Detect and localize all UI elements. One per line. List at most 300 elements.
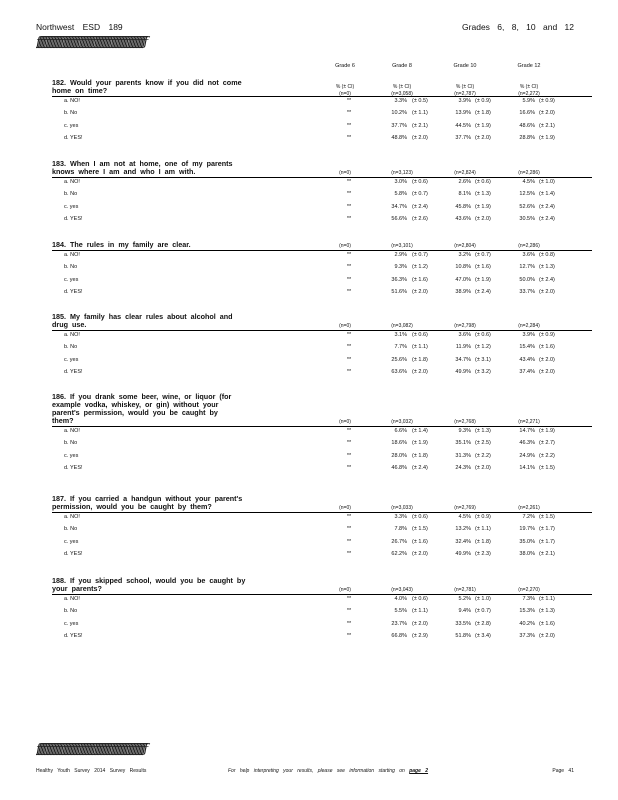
percent-value: 6.6% xyxy=(394,428,407,434)
percent-value: 43.4% xyxy=(519,356,535,363)
percent-value: 5.9% xyxy=(522,98,535,104)
answer-row xyxy=(0,369,618,378)
percent-value: 3.6% xyxy=(458,332,471,338)
confidence-interval: (± 1.9) xyxy=(475,276,491,283)
answer-row xyxy=(0,539,618,548)
percent-value: 50.0% xyxy=(519,276,535,283)
column-header-grade: Grade 6 xyxy=(335,63,355,69)
confidence-interval: (± 1.2) xyxy=(475,344,491,351)
grade6-suppressed: ** xyxy=(346,179,352,185)
answer-row xyxy=(0,357,618,366)
percent-value: 30.5% xyxy=(519,215,535,222)
confidence-interval: (± 0.7) xyxy=(475,252,491,258)
grade6-suppressed: ** xyxy=(346,134,352,141)
answer-label: b. No xyxy=(64,191,78,198)
answer-row xyxy=(0,344,618,353)
confidence-interval: (± 2.8) xyxy=(475,620,491,627)
percent-value: 5.2% xyxy=(458,596,471,602)
confidence-interval: (± 1.2) xyxy=(412,264,428,271)
confidence-interval: (± 0.5) xyxy=(412,98,428,104)
percent-value: 3.1% xyxy=(394,332,407,338)
grade6-suppressed: ** xyxy=(346,344,352,351)
confidence-interval: (± 1.1) xyxy=(412,110,428,117)
confidence-interval: (± 2.0) xyxy=(475,134,491,141)
confidence-interval: (± 2.5) xyxy=(475,440,491,447)
percent-value: 13.9% xyxy=(455,110,471,117)
answer-row xyxy=(0,289,618,298)
percent-value: 62.2% xyxy=(391,550,407,557)
percent-value: 34.7% xyxy=(455,356,471,363)
confidence-interval: (± 2.0) xyxy=(412,288,428,295)
percent-value: 3.0% xyxy=(394,179,407,185)
percent-value: 24.9% xyxy=(519,452,535,459)
answer-label: b. No xyxy=(64,110,78,117)
percent-value: 9.3% xyxy=(458,428,471,434)
confidence-interval: (± 0.6) xyxy=(412,514,428,520)
sample-size: (n=2,804) xyxy=(454,243,476,249)
answer-label: a. NO! xyxy=(64,332,80,338)
question-divider xyxy=(52,250,592,251)
answer-label: d. YES! xyxy=(64,464,83,471)
question-text: 188. If you skipped school, would you be caught by your parents? xyxy=(52,576,246,593)
percent-value: 46.8% xyxy=(391,464,407,471)
confidence-interval: (± 2.0) xyxy=(412,550,428,557)
confidence-interval: (± 1.5) xyxy=(539,464,555,471)
percent-value: 28.0% xyxy=(391,452,407,459)
report-grades: Grades 6, 8, 10 and 12 xyxy=(462,22,574,32)
grade6-suppressed: ** xyxy=(346,608,352,615)
percent-value: 7.3% xyxy=(522,596,535,602)
answer-row xyxy=(0,608,618,617)
confidence-interval: (± 1.5) xyxy=(539,514,555,520)
q182-ci-subheader: % (± CI) (n=0) xyxy=(335,84,355,97)
grade6-suppressed: ** xyxy=(346,215,352,222)
percent-value: 4.5% xyxy=(522,179,535,185)
confidence-interval: (± 2.3) xyxy=(475,550,491,557)
percent-value: 4.5% xyxy=(458,514,471,520)
answer-label: d. YES! xyxy=(64,288,83,295)
answer-row xyxy=(0,264,618,273)
grade6-suppressed: ** xyxy=(346,428,352,434)
percent-value: 48.8% xyxy=(391,134,407,141)
percent-value: 35.1% xyxy=(455,440,471,447)
question-divider xyxy=(52,96,592,97)
confidence-interval: (± 1.3) xyxy=(475,428,491,434)
percent-value: 31.3% xyxy=(455,452,471,459)
answer-label: a. NO! xyxy=(64,252,80,258)
percent-value: 4.0% xyxy=(394,596,407,602)
column-header-grade: Grade 10 xyxy=(453,63,477,69)
question-divider xyxy=(52,330,592,331)
percent-value: 3.3% xyxy=(394,98,407,104)
grade6-suppressed: ** xyxy=(346,203,352,210)
answer-label: b. No xyxy=(64,344,78,351)
percent-value: 5.5% xyxy=(394,608,407,615)
answer-label: d. YES! xyxy=(64,134,83,141)
confidence-interval: (± 2.2) xyxy=(539,452,555,459)
answer-label: d. YES! xyxy=(64,215,83,222)
q182-ci-subheader: % (± CI) (n=3,058) xyxy=(391,84,413,97)
confidence-interval: (± 1.9) xyxy=(475,203,491,210)
answer-label: a. NO! xyxy=(64,98,80,104)
percent-value: 2.6% xyxy=(458,179,471,185)
grade6-suppressed: ** xyxy=(346,632,352,639)
percent-value: 37.3% xyxy=(519,632,535,639)
column-header-grade: Grade 8 xyxy=(392,63,412,69)
answer-label: a. NO! xyxy=(64,428,80,434)
grade6-suppressed: ** xyxy=(346,464,352,471)
confidence-interval: (± 1.1) xyxy=(475,526,491,533)
sample-size: (n=2,781) xyxy=(454,587,476,593)
answer-row xyxy=(0,110,618,119)
confidence-interval: (± 0.6) xyxy=(475,332,491,338)
confidence-interval: (± 2.4) xyxy=(412,464,428,471)
confidence-interval: (± 1.3) xyxy=(539,264,555,271)
answer-label: d. YES! xyxy=(64,368,83,375)
grade6-suppressed: ** xyxy=(346,98,352,104)
confidence-interval: (± 1.5) xyxy=(412,526,428,533)
confidence-interval: (± 1.1) xyxy=(539,596,555,602)
answer-label: b. No xyxy=(64,440,78,447)
confidence-interval: (± 3.2) xyxy=(475,368,491,375)
confidence-interval: (± 1.1) xyxy=(412,344,428,351)
confidence-interval: (± 2.6) xyxy=(412,215,428,222)
confidence-interval: (± 1.8) xyxy=(412,452,428,459)
confidence-interval: (± 1.6) xyxy=(412,538,428,545)
footer-help-text xyxy=(228,768,428,774)
percent-value: 37.7% xyxy=(455,134,471,141)
footer-help-sentence: For help interpreting your results, please see information starting on xyxy=(228,768,405,774)
answer-label: a. NO! xyxy=(64,179,80,185)
question-divider xyxy=(52,512,592,513)
confidence-interval: (± 3.1) xyxy=(475,356,491,363)
answer-row xyxy=(0,252,618,261)
percent-value: 9.4% xyxy=(458,608,471,615)
percent-value: 32.4% xyxy=(455,538,471,545)
sample-size: (n=2,284) xyxy=(518,323,540,329)
confidence-interval: (± 0.7) xyxy=(412,252,428,258)
percent-value: 8.1% xyxy=(458,191,471,198)
percent-value: 18.6% xyxy=(391,440,407,447)
percent-value: 24.3% xyxy=(455,464,471,471)
answer-row xyxy=(0,440,618,449)
confidence-interval: (± 1.1) xyxy=(412,608,428,615)
sample-size: (n=2,261) xyxy=(518,505,540,511)
confidence-interval: (± 2.4) xyxy=(539,215,555,222)
sample-size: (n=2,798) xyxy=(454,323,476,329)
grade6-suppressed: ** xyxy=(346,332,352,338)
confidence-interval: (± 2.9) xyxy=(412,632,428,639)
q182-ci-subheader: % (± CI) (n=2,272) xyxy=(518,84,540,97)
percent-value: 34.7% xyxy=(391,203,407,210)
answer-label: c. yes xyxy=(64,452,79,459)
percent-value: 33.5% xyxy=(455,620,471,627)
answer-row xyxy=(0,621,618,630)
confidence-interval: (± 0.6) xyxy=(475,179,491,185)
report-region: Northwest ESD 189 xyxy=(36,22,123,32)
question-text: 185. My family has clear rules about alcohol and drug use. xyxy=(52,312,233,329)
grade6-suppressed: ** xyxy=(346,452,352,459)
percent-value: 7.8% xyxy=(394,526,407,533)
answer-row xyxy=(0,98,618,107)
percent-value: 44.5% xyxy=(455,122,471,129)
confidence-interval: (± 1.9) xyxy=(539,428,555,434)
percent-value: 7.2% xyxy=(522,514,535,520)
percent-value: 15.3% xyxy=(519,608,535,615)
confidence-interval: (± 2.1) xyxy=(412,122,428,129)
confidence-interval: (± 3.4) xyxy=(475,632,491,639)
sample-size: (n=0) xyxy=(339,419,351,425)
confidence-interval: (± 2.0) xyxy=(412,620,428,627)
confidence-interval: (± 2.0) xyxy=(412,134,428,141)
answer-label: b. No xyxy=(64,526,78,533)
confidence-interval: (± 0.9) xyxy=(539,98,555,104)
question-divider xyxy=(52,177,592,178)
confidence-interval: (± 1.6) xyxy=(539,344,555,351)
answer-row xyxy=(0,633,618,642)
percent-value: 63.6% xyxy=(391,368,407,375)
question-text: 183. When I am not at home, one of my parents knows where I am and who I am with. xyxy=(52,159,233,176)
grade6-suppressed: ** xyxy=(346,264,352,271)
percent-value: 37.4% xyxy=(519,368,535,375)
answer-row xyxy=(0,277,618,286)
confidence-interval: (± 2.2) xyxy=(475,452,491,459)
percent-value: 51.8% xyxy=(455,632,471,639)
answer-label: c. yes xyxy=(64,356,79,363)
sample-size: (n=2,286) xyxy=(518,170,540,176)
answer-label: b. No xyxy=(64,264,78,271)
grade6-suppressed: ** xyxy=(346,526,352,533)
percent-value: 16.6% xyxy=(519,110,535,117)
percent-value: 52.6% xyxy=(519,203,535,210)
confidence-interval: (± 2.0) xyxy=(475,215,491,222)
grade6-suppressed: ** xyxy=(346,276,352,283)
sample-size: (n=0) xyxy=(339,505,351,511)
answer-label: d. YES! xyxy=(64,550,83,557)
percent-value: 26.7% xyxy=(391,538,407,545)
percent-value: 3.9% xyxy=(458,98,471,104)
confidence-interval: (± 1.0) xyxy=(539,179,555,185)
percent-value: 28.8% xyxy=(519,134,535,141)
percent-value: 49.9% xyxy=(455,550,471,557)
percent-value: 14.1% xyxy=(519,464,535,471)
percent-value: 49.9% xyxy=(455,368,471,375)
question-divider xyxy=(52,426,592,427)
percent-value: 19.7% xyxy=(519,526,535,533)
sample-size: (n=2,271) xyxy=(518,419,540,425)
footer-page-link[interactable]: page 2 xyxy=(409,768,429,774)
grade6-suppressed: ** xyxy=(346,368,352,375)
grade6-suppressed: ** xyxy=(346,122,352,129)
grade6-suppressed: ** xyxy=(346,550,352,557)
answer-row xyxy=(0,332,618,341)
confidence-interval: (± 1.8) xyxy=(475,110,491,117)
confidence-interval: (± 0.7) xyxy=(412,191,428,198)
percent-value: 13.2% xyxy=(455,526,471,533)
percent-value: 46.3% xyxy=(519,440,535,447)
sample-size: (n=0) xyxy=(339,243,351,249)
percent-value: 3.3% xyxy=(394,514,407,520)
percent-value: 56.6% xyxy=(391,215,407,222)
confidence-interval: (± 2.0) xyxy=(539,632,555,639)
answer-row xyxy=(0,123,618,132)
percent-value: 3.9% xyxy=(522,332,535,338)
confidence-interval: (± 1.7) xyxy=(539,538,555,545)
answer-row xyxy=(0,526,618,535)
sample-size: (n=3,032) xyxy=(391,419,413,425)
percent-value: 48.6% xyxy=(519,122,535,129)
percent-value: 12.7% xyxy=(519,264,535,271)
percent-value: 25.6% xyxy=(391,356,407,363)
column-header-grade: Grade 12 xyxy=(517,63,541,69)
decorative-rule-bottom: ƒƒƒƒƒƒƒƒƒƒƒƒƒƒƒƒƒƒƒƒƒƒƒƒƒƒƒƒƒƒƒƒƒƒƒƒƒƒƒƒƒƒƒƒƒƒƒƒƒƒƒƒƒƒƒƒƒƒƒƒƒƒƒƒƒƒƒƒƒƒƒƒ xyxy=(36,742,145,757)
confidence-interval: (± 0.9) xyxy=(475,98,491,104)
percent-value: 43.6% xyxy=(455,215,471,222)
confidence-interval: (± 2.4) xyxy=(539,203,555,210)
confidence-interval: (± 2.1) xyxy=(539,122,555,129)
confidence-interval: (± 1.3) xyxy=(539,608,555,615)
percent-value: 9.3% xyxy=(394,264,407,271)
confidence-interval: (± 2.4) xyxy=(475,288,491,295)
answer-row xyxy=(0,135,618,144)
confidence-interval: (± 1.6) xyxy=(412,276,428,283)
answer-label: a. NO! xyxy=(64,514,80,520)
confidence-interval: (± 2.4) xyxy=(539,276,555,283)
grade6-suppressed: ** xyxy=(346,440,352,447)
answer-row xyxy=(0,551,618,560)
sample-size: (n=0) xyxy=(339,323,351,329)
percent-value: 3.2% xyxy=(458,252,471,258)
footer-page-number: Page 41 xyxy=(552,768,574,774)
confidence-interval: (± 1.8) xyxy=(475,538,491,545)
confidence-interval: (± 2.4) xyxy=(412,203,428,210)
confidence-interval: (± 1.6) xyxy=(539,620,555,627)
sample-size: (n=2,768) xyxy=(454,419,476,425)
answer-row xyxy=(0,596,618,605)
confidence-interval: (± 1.7) xyxy=(539,526,555,533)
percent-value: 12.5% xyxy=(519,191,535,198)
confidence-interval: (± 0.9) xyxy=(475,514,491,520)
confidence-interval: (± 1.3) xyxy=(475,191,491,198)
percent-value: 33.7% xyxy=(519,288,535,295)
sample-size: (n=3,101) xyxy=(391,243,413,249)
confidence-interval: (± 0.6) xyxy=(412,596,428,602)
sample-size: (n=0) xyxy=(339,587,351,593)
percent-value: 14.7% xyxy=(519,428,535,434)
percent-value: 3.6% xyxy=(522,252,535,258)
confidence-interval: (± 0.9) xyxy=(539,332,555,338)
confidence-interval: (± 1.6) xyxy=(475,264,491,271)
confidence-interval: (± 1.4) xyxy=(412,428,428,434)
grade6-suppressed: ** xyxy=(346,514,352,520)
confidence-interval: (± 1.9) xyxy=(412,440,428,447)
confidence-interval: (± 2.0) xyxy=(539,368,555,375)
sample-size: (n=3,043) xyxy=(391,587,413,593)
confidence-interval: (± 2.0) xyxy=(539,288,555,295)
grade6-suppressed: ** xyxy=(346,110,352,117)
confidence-interval: (± 2.0) xyxy=(475,464,491,471)
sample-size: (n=3,123) xyxy=(391,170,413,176)
percent-value: 51.6% xyxy=(391,288,407,295)
confidence-interval: (± 2.0) xyxy=(539,110,555,117)
percent-value: 47.0% xyxy=(455,276,471,283)
percent-value: 10.8% xyxy=(455,264,471,271)
answer-row xyxy=(0,465,618,474)
answer-label: c. yes xyxy=(64,276,79,283)
sample-size: (n=3,082) xyxy=(391,323,413,329)
sample-size: (n=2,769) xyxy=(454,505,476,511)
percent-value: 23.7% xyxy=(391,620,407,627)
confidence-interval: (± 0.7) xyxy=(475,608,491,615)
answer-row xyxy=(0,216,618,225)
grade6-suppressed: ** xyxy=(346,620,352,627)
confidence-interval: (± 1.9) xyxy=(475,122,491,129)
answer-row xyxy=(0,453,618,462)
confidence-interval: (± 1.4) xyxy=(539,191,555,198)
grade6-suppressed: ** xyxy=(346,538,352,545)
confidence-interval: (± 0.6) xyxy=(412,179,428,185)
percent-value: 45.8% xyxy=(455,203,471,210)
footer-survey-name: Healthy Youth Survey 2014 Survey Results xyxy=(36,768,147,774)
answer-label: c. yes xyxy=(64,203,79,210)
percent-value: 66.8% xyxy=(391,632,407,639)
sample-size: (n=2,286) xyxy=(518,243,540,249)
decorative-rule-top: ƒƒƒƒƒƒƒƒƒƒƒƒƒƒƒƒƒƒƒƒƒƒƒƒƒƒƒƒƒƒƒƒƒƒƒƒƒƒƒƒƒƒƒƒƒƒƒƒƒƒƒƒƒƒƒƒƒƒƒƒƒƒƒƒƒƒƒƒƒƒƒƒ xyxy=(36,35,145,50)
percent-value: 2.9% xyxy=(394,252,407,258)
answer-row xyxy=(0,179,618,188)
sample-size: (n=0) xyxy=(339,170,351,176)
percent-value: 38.9% xyxy=(455,288,471,295)
percent-value: 5.8% xyxy=(394,191,407,198)
grade6-suppressed: ** xyxy=(346,191,352,198)
percent-value: 36.3% xyxy=(391,276,407,283)
percent-value: 7.7% xyxy=(394,344,407,351)
answer-label: d. YES! xyxy=(64,632,83,639)
percent-value: 15.4% xyxy=(519,344,535,351)
confidence-interval: (± 2.1) xyxy=(539,550,555,557)
grade6-suppressed: ** xyxy=(346,356,352,363)
answer-label: c. yes xyxy=(64,122,79,129)
question-text: 186. If you drank some beer, wine, or liquor (for example vodka, whiskey, or gin) without your parent's permission, would you be caught by them? xyxy=(52,392,232,425)
confidence-interval: (± 2.7) xyxy=(539,440,555,447)
answer-row xyxy=(0,428,618,437)
grade6-suppressed: ** xyxy=(346,252,352,258)
percent-value: 11.9% xyxy=(455,344,471,351)
answer-label: c. yes xyxy=(64,620,79,627)
confidence-interval: (± 2.0) xyxy=(412,368,428,375)
confidence-interval: (± 0.6) xyxy=(412,332,428,338)
answer-row xyxy=(0,204,618,213)
grade6-suppressed: ** xyxy=(346,596,352,602)
percent-value: 10.2% xyxy=(391,110,407,117)
confidence-interval: (± 1.0) xyxy=(475,596,491,602)
question-divider xyxy=(52,594,592,595)
question-text: 182. Would your parents know if you did not come home on time? xyxy=(52,78,242,95)
answer-label: b. No xyxy=(64,608,78,615)
percent-value: 38.0% xyxy=(519,550,535,557)
confidence-interval: (± 1.9) xyxy=(539,134,555,141)
percent-value: 37.7% xyxy=(391,122,407,129)
q182-ci-subheader: % (± CI) (n=2,787) xyxy=(454,84,476,97)
answer-label: c. yes xyxy=(64,538,79,545)
sample-size: (n=2,270) xyxy=(518,587,540,593)
answer-row xyxy=(0,514,618,523)
grade6-suppressed: ** xyxy=(346,288,352,295)
sample-size: (n=3,033) xyxy=(391,505,413,511)
answer-label: a. NO! xyxy=(64,596,80,602)
answer-row xyxy=(0,191,618,200)
confidence-interval: (± 1.8) xyxy=(412,356,428,363)
